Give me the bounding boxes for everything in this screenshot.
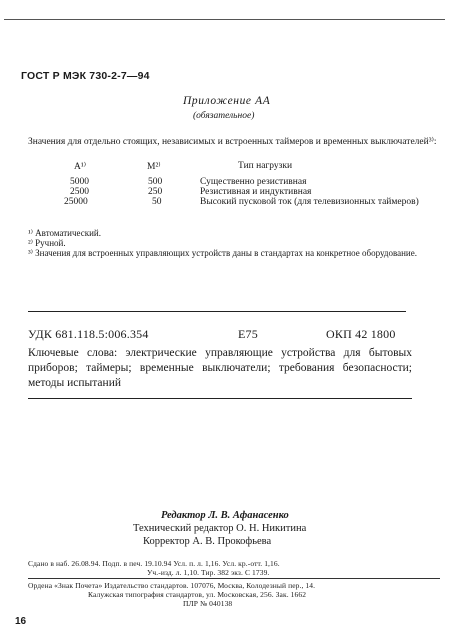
proofreader-credit: Корректор А. В. Прокофьева bbox=[143, 536, 272, 547]
imprint-line: Калужская типография стандартов, ул. Московская, 256. Зак. 1662 bbox=[88, 590, 307, 599]
footnote-mark: ³⁾ bbox=[28, 248, 33, 258]
page-number: 16 bbox=[15, 616, 27, 627]
footnote-text: Значения для встроенных управляющих устройств даны в стандартах на конкретное оборудование. bbox=[35, 248, 417, 258]
keywords: Ключевые слова: электрические управляющие устройства для бытовых приборов; таймеры; временные выключатели; требования безопасности; методы испытаний bbox=[28, 347, 412, 389]
cell-m: 500 bbox=[148, 177, 163, 187]
imprint-line: ПЛР № 040138 bbox=[183, 599, 233, 608]
cell-a: 25000 bbox=[64, 197, 88, 207]
footnote bbox=[28, 248, 438, 259]
cell-m: 50 bbox=[152, 197, 162, 207]
divider bbox=[28, 578, 440, 579]
footnote bbox=[28, 238, 66, 249]
cell-a: 2500 bbox=[70, 187, 89, 197]
cell-load: Существенно резистивная bbox=[200, 177, 307, 187]
divider bbox=[28, 398, 412, 399]
cell-load: Высокий пусковой ток (для телевизионных таймеров) bbox=[200, 197, 419, 207]
footnote-mark: ²⁾ bbox=[28, 238, 33, 248]
standard-code: ГОСТ Р МЭК 730-2-7—94 bbox=[21, 70, 150, 82]
imprint-line: Сдано в наб. 26.08.94. Подп. в печ. 19.10.94 Усл. п. л. 1,16. Усл. кр.-отт. 1,16. bbox=[28, 559, 280, 568]
footnote-mark: ¹⁾ bbox=[28, 228, 33, 238]
udk-code: УДК 681.118.5:006.354 bbox=[28, 327, 149, 341]
top-rule bbox=[4, 19, 445, 20]
cell-load: Резистивная и индуктивная bbox=[200, 187, 312, 197]
imprint-line: Ордена «Знак Почета» Издательство стандартов. 107076, Москва, Колодезный пер., 14. bbox=[28, 581, 316, 590]
group-code: Е75 bbox=[238, 327, 258, 341]
divider bbox=[28, 311, 406, 312]
footnote-text: Ручной. bbox=[35, 238, 66, 248]
column-header-m: M²⁾ bbox=[147, 162, 161, 172]
footnote bbox=[28, 228, 101, 239]
cell-m: 250 bbox=[148, 187, 163, 197]
intro-text: Значения для отдельно стоящих, независимых и встроенных таймеров и временных выключателей³⁾: bbox=[28, 137, 437, 147]
imprint-line: Уч.-изд. л. 1,10. Тир. 382 экз. С 1739. bbox=[147, 568, 270, 577]
footnote-text: Автоматический. bbox=[35, 228, 101, 238]
editor-credit: Редактор Л. В. Афанасенко bbox=[161, 510, 289, 521]
column-header-load: Тип нагрузки bbox=[238, 161, 293, 171]
tech-editor-credit: Технический редактор О. Н. Никитина bbox=[133, 523, 307, 534]
appendix-title: Приложение АА bbox=[183, 95, 271, 107]
appendix-subtitle: (обязательное) bbox=[193, 111, 255, 121]
column-header-a: A¹⁾ bbox=[74, 162, 87, 172]
cell-a: 5000 bbox=[70, 177, 89, 187]
okp-code: ОКП 42 1800 bbox=[326, 327, 396, 341]
